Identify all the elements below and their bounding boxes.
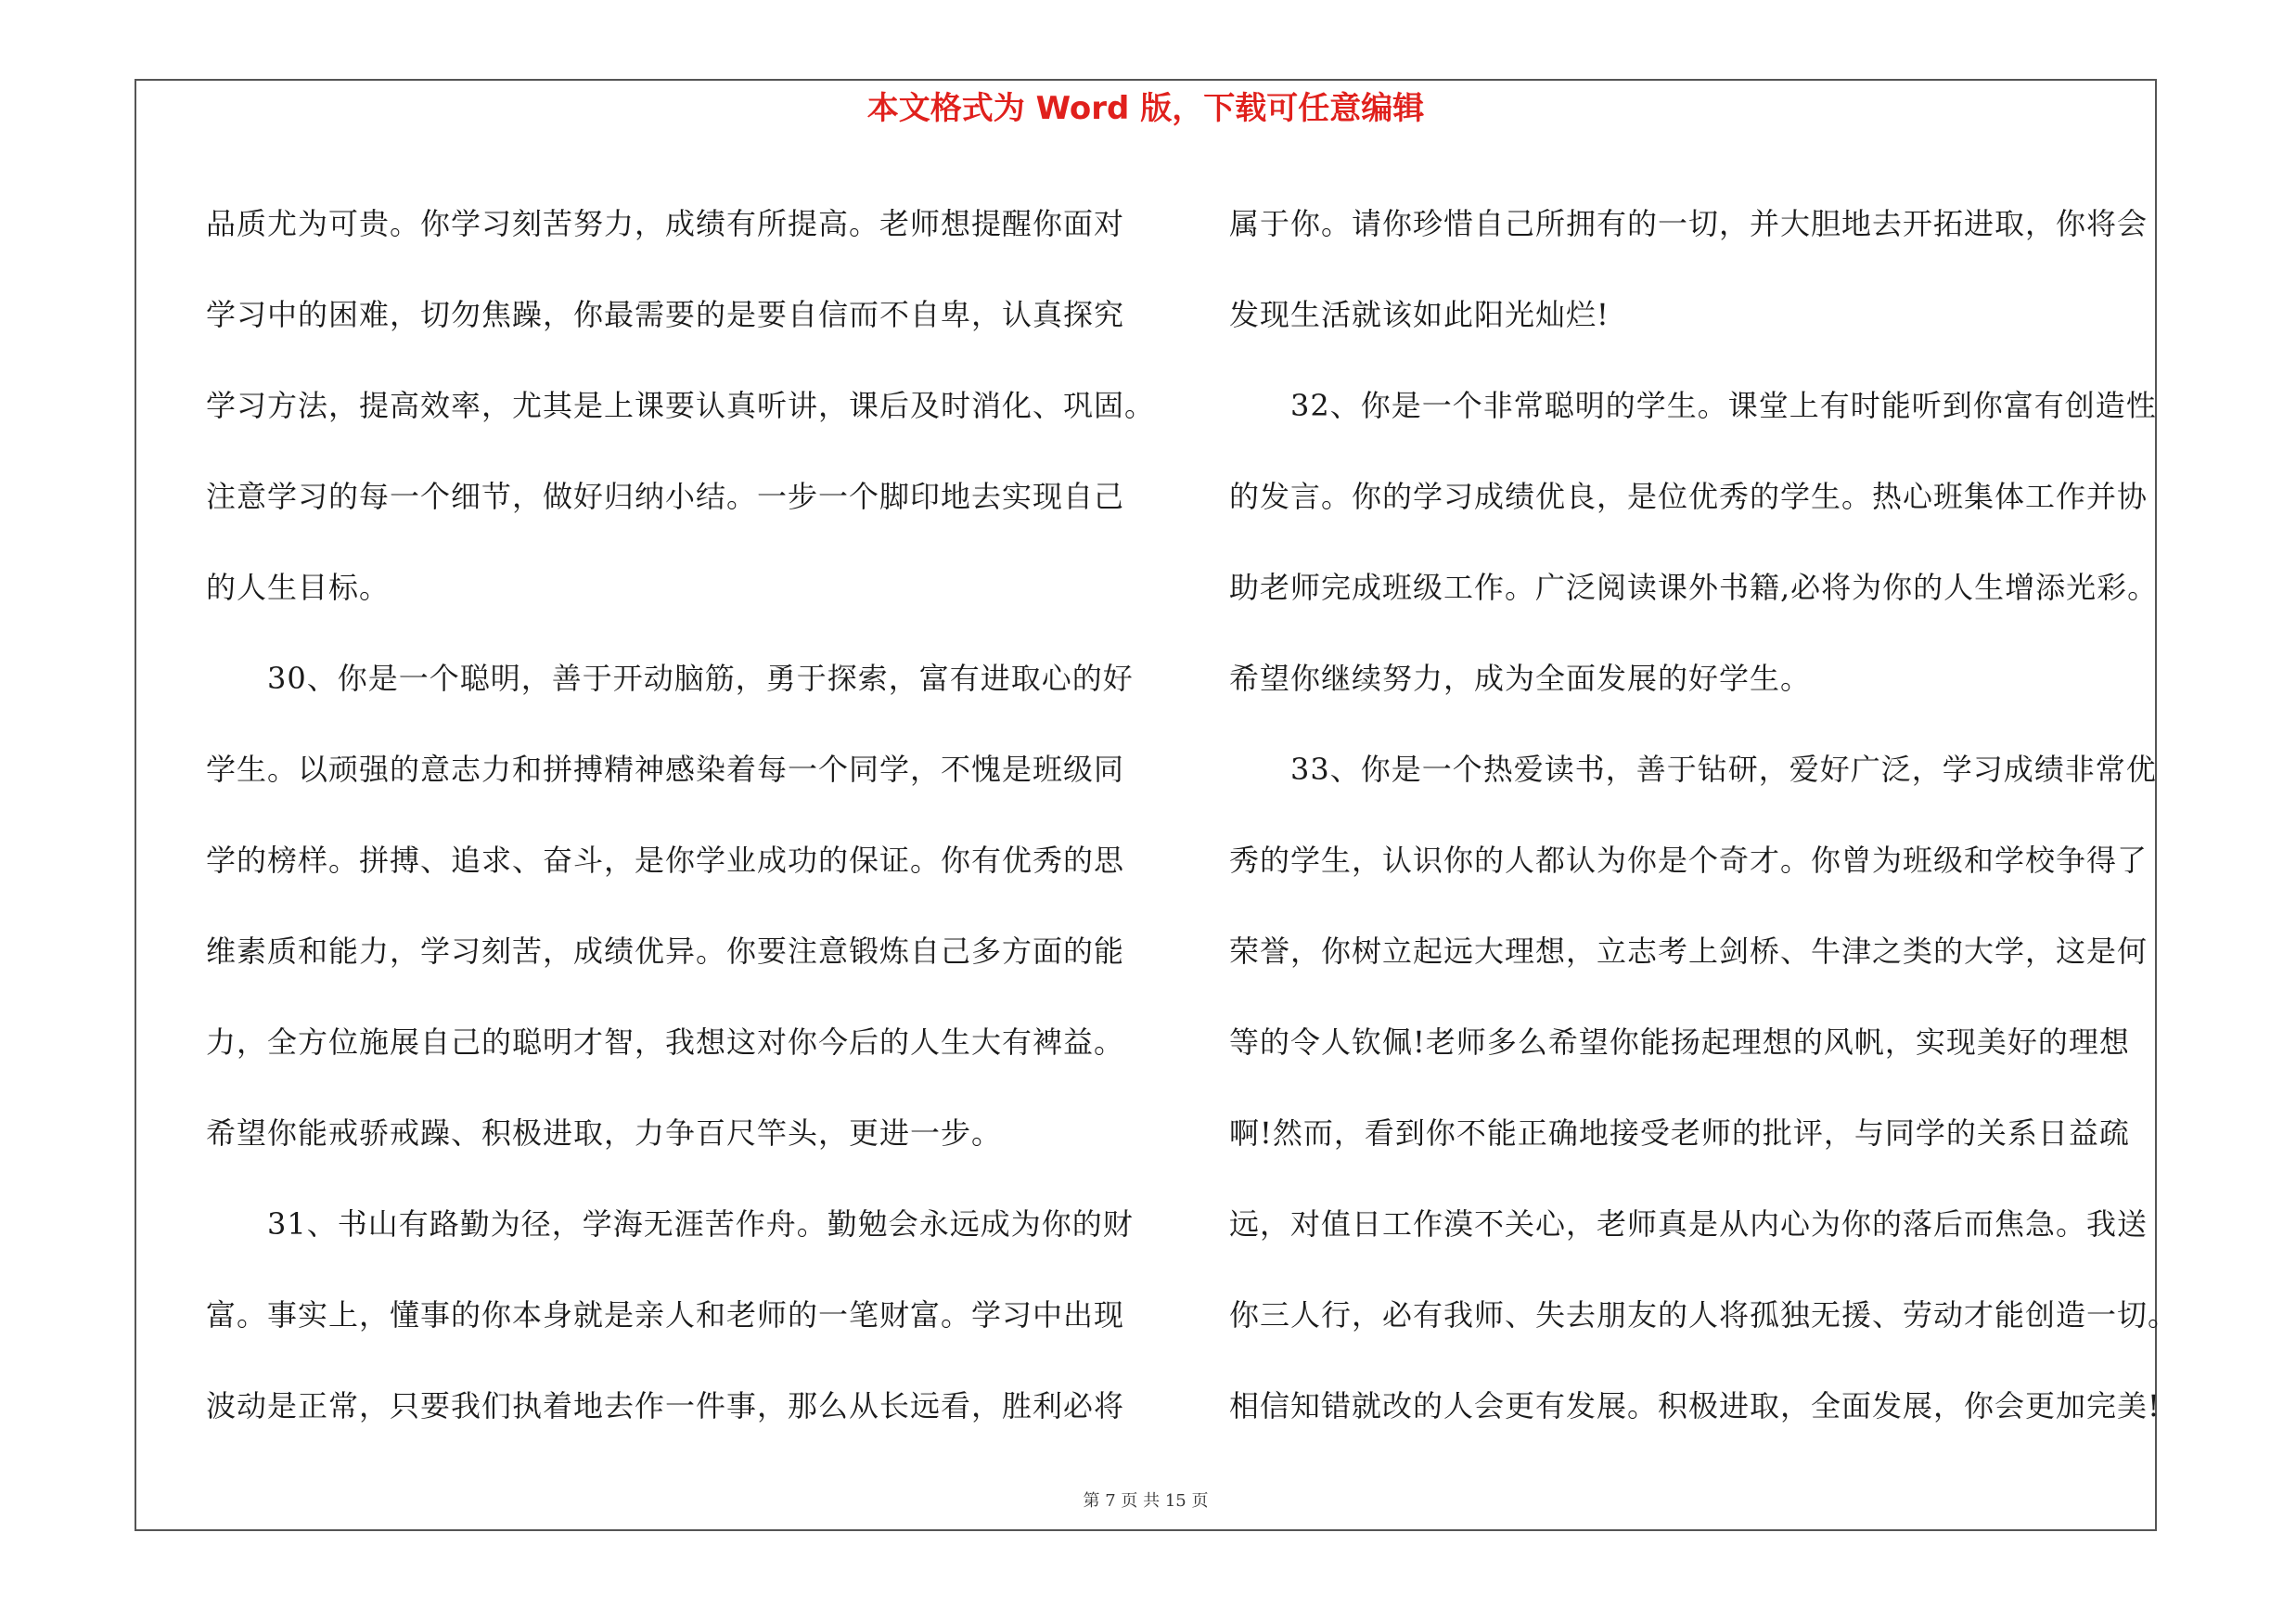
text-line: 品质尤为可贵。你学习刻苦努力，成绩有所提高。老师想提醒你面对 bbox=[206, 206, 1125, 241]
word-format-banner: 本文格式为 Word 版，下载可任意编辑 bbox=[866, 90, 1425, 127]
text-line: 希望你继续努力，成为全面发展的好学生。 bbox=[1229, 661, 1812, 696]
text-line: 31、书山有路勤为径，学海无涯苦作舟。勤勉会永远成为你的财 bbox=[206, 1206, 1134, 1242]
text-line: 32、你是一个非常聪明的学生。课堂上有时能听到你富有创造性 bbox=[1229, 388, 2157, 423]
text-line: 相信知错就改的人会更有发展。积极进取，全面发展，你会更加完美! bbox=[1229, 1388, 2161, 1423]
text-line: 力，全方位施展自己的聪明才智，我想这对你今后的人生大有裨益。 bbox=[206, 1024, 1125, 1060]
text-line: 学的榜样。拼搏、追求、奋斗，是你学业成功的保证。你有优秀的思 bbox=[206, 843, 1125, 878]
text-line: 维素质和能力，学习刻苦，成绩优异。你要注意锻炼自己多方面的能 bbox=[206, 934, 1125, 969]
text-line: 33、你是一个热爱读书，善于钻研，爱好广泛，学习成绩非常优 bbox=[1229, 752, 2157, 787]
text-line: 秀的学生，认识你的人都认为你是个奇才。你曾为班级和学校争得了 bbox=[1229, 843, 2148, 878]
text-line: 助老师完成班级工作。广泛阅读课外书籍,必将为你的人生增添光彩。 bbox=[1229, 570, 2159, 605]
text-line: 注意学习的每一个细节，做好归纳小结。一步一个脚印地去实现自己 bbox=[206, 479, 1125, 514]
text-line: 属于你。请你珍惜自己所拥有的一切，并大胆地去开拓进取，你将会 bbox=[1229, 206, 2148, 241]
text-line: 荣誉，你树立起远大理想，立志考上剑桥、牛津之类的大学，这是何 bbox=[1229, 934, 2148, 969]
left-text-column bbox=[206, 178, 1156, 1451]
right-text-column bbox=[1229, 178, 2179, 1451]
text-line: 等的令人钦佩!老师多么希望你能扬起理想的风帆，实现美好的理想 bbox=[1229, 1024, 2130, 1060]
text-line: 学习中的困难，切勿焦躁，你最需要的是要自信而不自卑，认真探究 bbox=[206, 297, 1125, 332]
text-line: 的人生目标。 bbox=[206, 570, 391, 605]
page-number-footer: 第 7 页 共 15 页 bbox=[1083, 1491, 1209, 1511]
text-line: 波动是正常，只要我们执着地去作一件事，那么从长远看，胜利必将 bbox=[206, 1388, 1125, 1423]
text-line: 希望你能戒骄戒躁、积极进取，力争百尺竿头，更进一步。 bbox=[206, 1115, 1003, 1151]
text-line: 远，对值日工作漠不关心，老师真是从内心为你的落后而焦急。我送 bbox=[1229, 1206, 2148, 1242]
text-line: 学生。以顽强的意志力和拼搏精神感染着每一个同学，不愧是班级同 bbox=[206, 752, 1125, 787]
text-line: 学习方法，提高效率，尤其是上课要认真听讲，课后及时消化、巩固。 bbox=[206, 388, 1156, 423]
text-line: 富。事实上，懂事的你本身就是亲人和老师的一笔财富。学习中出现 bbox=[206, 1297, 1125, 1333]
text-line: 30、你是一个聪明，善于开动脑筋，勇于探索，富有进取心的好 bbox=[206, 661, 1134, 696]
text-line: 的发言。你的学习成绩优良，是位优秀的学生。热心班集体工作并协 bbox=[1229, 479, 2148, 514]
text-line: 你三人行，必有我师、失去朋友的人将孤独无援、劳动才能创造一切。 bbox=[1229, 1297, 2179, 1333]
text-line: 啊!然而，看到你不能正确地接受老师的批评，与同学的关系日益疏 bbox=[1229, 1115, 2130, 1151]
text-line: 发现生活就该如此阳光灿烂! bbox=[1229, 297, 1610, 332]
